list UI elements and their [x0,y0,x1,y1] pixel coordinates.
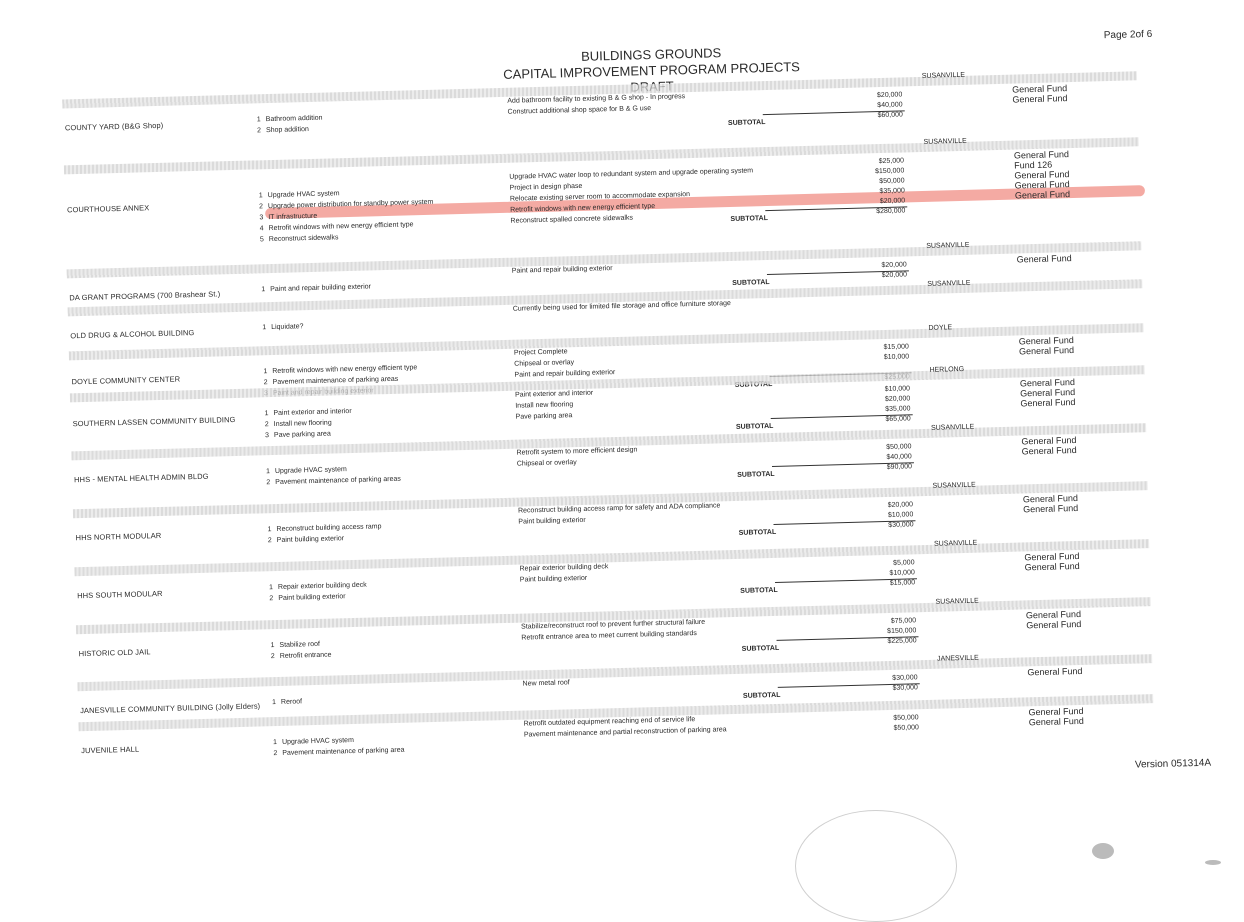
item-description: Paint exterior and interior [514,389,594,399]
item-cost: $50,000 [893,724,919,732]
item-description: Stabilize/reconstruct roof to prevent further structural failure [521,618,706,631]
location-label: SUSANVILLE [926,241,970,250]
building-name: DOYLE COMMUNITY CENTER [71,374,181,387]
subtotal-amount: $20,000 [881,271,908,280]
section-band [73,481,1148,518]
item-number: 2 [266,479,271,487]
item-cost: $150,000 [875,167,905,176]
item-name: Paint building exterior [278,593,346,602]
item-description: Reconstruct spalled concrete sidewalks [510,214,634,225]
item-cost: $35,000 [879,187,905,196]
item-cost: $40,000 [877,101,903,110]
item-name: Shop addition [265,126,309,135]
item-cost: $75,000 [890,617,917,625]
item-name: Paint exterior and interior [273,407,352,418]
subtotal-amount: $15,000 [889,579,916,587]
subtotal-label: SUBTOTAL [740,586,778,595]
item-cost: $20,000 [884,395,911,404]
location-label: JANESVILLE [937,654,979,663]
item-number: 1 [273,739,278,747]
location-label: SUSANVILLE [932,481,976,490]
scan-smudge [1092,843,1114,859]
location-label: DOYLE [928,324,953,332]
location-label: SUSANVILLE [935,597,979,606]
item-cost: $40,000 [886,453,912,461]
location-label: SUSANVILLE [930,423,975,432]
item-name: Upgrade HVAC system [267,190,340,200]
item-description: Reconstruct building access ramp for safety and ADA compliance [517,502,721,515]
subtotal-label: SUBTOTAL [727,119,766,128]
item-description: Construct additional shop space for B & G use [507,105,652,116]
subtotal-label: SUBTOTAL [730,215,769,223]
item-number: 1 [270,642,275,650]
item-cost [858,299,908,300]
item-name: Stabilize roof [279,640,321,649]
section-band [69,323,1144,360]
item-description: Paint building exterior [519,574,588,584]
item-number: 3 [265,432,270,440]
item-description: Install new flooring [515,401,574,410]
item-description: Paint building exterior [518,516,586,526]
item-name: Retrofit entrance [279,651,332,660]
subtotal-label: SUBTOTAL [737,470,775,479]
item-number: 1 [263,368,268,376]
item-cost: $10,000 [887,511,914,519]
page-number: Page 2of 6 [1103,28,1153,42]
building-name: HHS SOUTH MODULAR [77,588,163,601]
funding-source: General Fund [1012,93,1068,105]
subtotal-amount: $30,000 [892,684,918,692]
subtotal-label: SUBTOTAL [742,691,781,700]
item-number: 2 [270,653,275,661]
item-name: Bathroom addition [265,114,323,124]
funding-source: General Fund [1021,435,1077,447]
item-description: Add bathroom facility to existing B & G shop - In progress [507,93,686,105]
subtotal-amount: $225,000 [887,637,917,646]
item-number: 1 [265,468,271,476]
document-page [40,0,1244,843]
item-number: 1 [272,699,277,707]
item-name: Reconstruct building access ramp [276,523,382,533]
item-name: Retrofit windows with new energy efficient type [268,221,414,233]
building-name: COURTHOUSE ANNEX [66,203,150,215]
item-cost: $10,000 [884,385,911,394]
item-cost: $25,000 [878,157,905,166]
item-description: Project in design phase [509,182,583,192]
section-band [74,539,1149,576]
section-band [68,279,1143,316]
item-name: Pavement maintenance of parking areas [275,475,401,487]
subtotal-amount: $30,000 [888,521,914,529]
building-name: HHS - MENTAL HEALTH ADMIN BLDG [73,471,209,485]
funding-source: General Fund [1024,560,1080,573]
item-number: 1 [261,286,266,294]
item-cost: $20,000 [881,261,907,270]
scan-smudge [1205,860,1221,865]
item-description: Retrofit system to more efficient design [516,446,638,457]
item-cost: $50,000 [886,443,912,451]
item-cost: $20,000 [876,91,903,100]
item-description: Project Complete [513,348,568,357]
funding-source: Fund 126 [1014,159,1053,171]
item-name: Upgrade HVAC system [281,737,354,746]
item-description: Repair exterior building deck [519,563,609,573]
item-name: Reroof [280,698,303,706]
item-name: Repair exterior building deck [277,581,367,591]
subtotal-label: SUBTOTAL [735,422,774,431]
item-name: Paint building exterior [276,535,345,544]
item-number: 1 [264,410,269,418]
item-name: Retrofit windows with new energy efficient type [272,364,418,376]
funding-source: General Fund [1026,618,1082,631]
item-cost: $50,000 [879,177,905,186]
section-band [76,597,1151,634]
paper-crease [795,810,957,922]
building-name: JANESVILLE COMMUNITY BUILDING (Jolly Elders) [80,701,261,716]
funding-source: General Fund [1012,83,1068,95]
item-description: Pave parking area [515,412,573,421]
subtotal-label: SUBTOTAL [732,278,770,287]
building-name: OLD DRUG & ALCOHOL BUILDING [70,328,195,341]
item-name: IT infrastructure [268,212,318,222]
subtotal-label: SUBTOTAL [738,528,777,537]
subtotal-amount: $60,000 [877,111,903,120]
section-band [64,137,1139,174]
funding-source: General Fund [1016,253,1072,265]
item-name: Liquidate? [271,323,304,332]
funding-source: General Fund [1022,492,1079,505]
item-name: Install new flooring [273,419,332,429]
item-number: 1 [258,192,263,200]
item-description: Paint and repair building exterior [514,369,616,379]
building-name: HHS NORTH MODULAR [75,531,162,543]
item-description: Chipseal or overlay [516,459,577,468]
funding-source: General Fund [1023,502,1079,515]
item-number: 2 [259,203,264,211]
item-description: Pavement maintenance and partial reconstruction of parking area [523,726,727,739]
item-cost: $150,000 [887,627,917,636]
subtotal-amount: $65,000 [885,415,911,424]
item-name: Reconstruct sidewalks [268,234,339,244]
funding-source: General Fund [1027,665,1083,678]
location-label: SUSANVILLE [923,137,967,146]
funding-source: General Fund [1028,715,1084,728]
building-name: JUVENILE HALL [81,744,140,756]
item-name: Upgrade HVAC system [274,466,347,476]
item-cost: $5,000 [893,559,915,567]
item-number: 2 [263,379,268,387]
funding-source: General Fund [1018,345,1075,357]
location-label: SUSANVILLE [921,71,966,80]
item-number: 2 [257,127,262,135]
item-cost: $10,000 [883,353,910,362]
item-number: 4 [259,225,264,233]
subtotal-label: SUBTOTAL [741,644,780,653]
subtotal-amount: $280,000 [876,207,906,216]
funding-source: General Fund [1020,387,1076,399]
funding-source: General Fund [1019,377,1076,389]
subtotal-label: SUBTOTAL [734,380,773,389]
item-cost: $50,000 [893,714,919,722]
funding-source: General Fund [1028,705,1084,718]
item-description: Retrofit outdated equipment reaching end of service life [523,716,696,728]
item-description: New metal roof [522,679,570,688]
item-number: 1 [268,584,274,592]
item-number: 1 [262,324,267,332]
item-cost: $15,000 [883,343,909,352]
item-cost: $10,000 [889,569,915,577]
item-name: Pavement maintenance of parking area [282,746,405,757]
location-label: HERLONG [929,365,965,374]
funding-source: General Fund [1014,189,1071,201]
funding-source: General Fund [1021,445,1077,457]
section-band [67,241,1142,278]
item-description: Paint and repair building exterior [511,265,613,275]
item-description: Retrofit entrance area to meet current building standards [521,630,697,642]
funding-source: General Fund [1014,169,1070,181]
title-line-1: BUILDINGS GROUNDS [580,45,722,64]
funding-source: General Fund [1020,397,1076,409]
item-number: 5 [259,236,264,244]
item-cost: $20,000 [879,197,906,206]
item-name: Paint and repair building exterior [270,283,372,294]
item-number: 2 [264,421,269,429]
funding-source: General Fund [1014,179,1070,191]
title-line-2: CAPITAL IMPROVEMENT PROGRAM PROJECTS [503,59,801,82]
item-number: 2 [273,750,278,758]
item-cost: $20,000 [887,501,914,509]
item-name: Pavement maintenance of parking areas [272,375,399,387]
version-label: Version 051314A [1134,757,1212,771]
item-cost: $35,000 [885,405,911,414]
funding-source: General Fund [1013,149,1070,161]
building-name: COUNTY YARD (B&G Shop) [64,120,164,133]
item-cost [859,363,909,364]
subtotal-amount: $90,000 [886,463,913,471]
item-description: Relocate existing server room to accommodate expansion [509,191,691,203]
item-number: 2 [269,595,274,603]
item-description: Chipseal or overlay [514,359,575,368]
item-number: 1 [267,526,272,534]
item-number: 1 [256,116,261,124]
item-number: 2 [267,537,272,545]
building-name: HISTORIC OLD JAIL [78,647,151,659]
item-cost: $30,000 [892,674,918,682]
item-name: Pave parking area [273,430,331,440]
section-band [78,691,1153,731]
item-description: Currently being used for limited file storage and office furniture storage [512,300,731,313]
building-name: DA GRANT PROGRAMS (700 Brashear St.) [69,289,221,303]
item-description: Retrofit windows with new energy efficient type [510,202,656,214]
location-label: SUSANVILLE [933,539,978,548]
funding-source: General Fund [1024,550,1080,563]
funding-source: General Fund [1025,608,1082,621]
location-label: SUSANVILLE [927,279,971,288]
section-band [71,423,1146,460]
item-number: 3 [259,214,264,222]
item-name: Upgrade power distribution for standby power system [267,198,434,211]
item-description: Upgrade HVAC water loop to redundant system and upgrade operating system [509,167,754,181]
funding-source: General Fund [1018,335,1074,347]
building-name: SOUTHERN LASSEN COMMUNITY BUILDING [72,415,236,429]
